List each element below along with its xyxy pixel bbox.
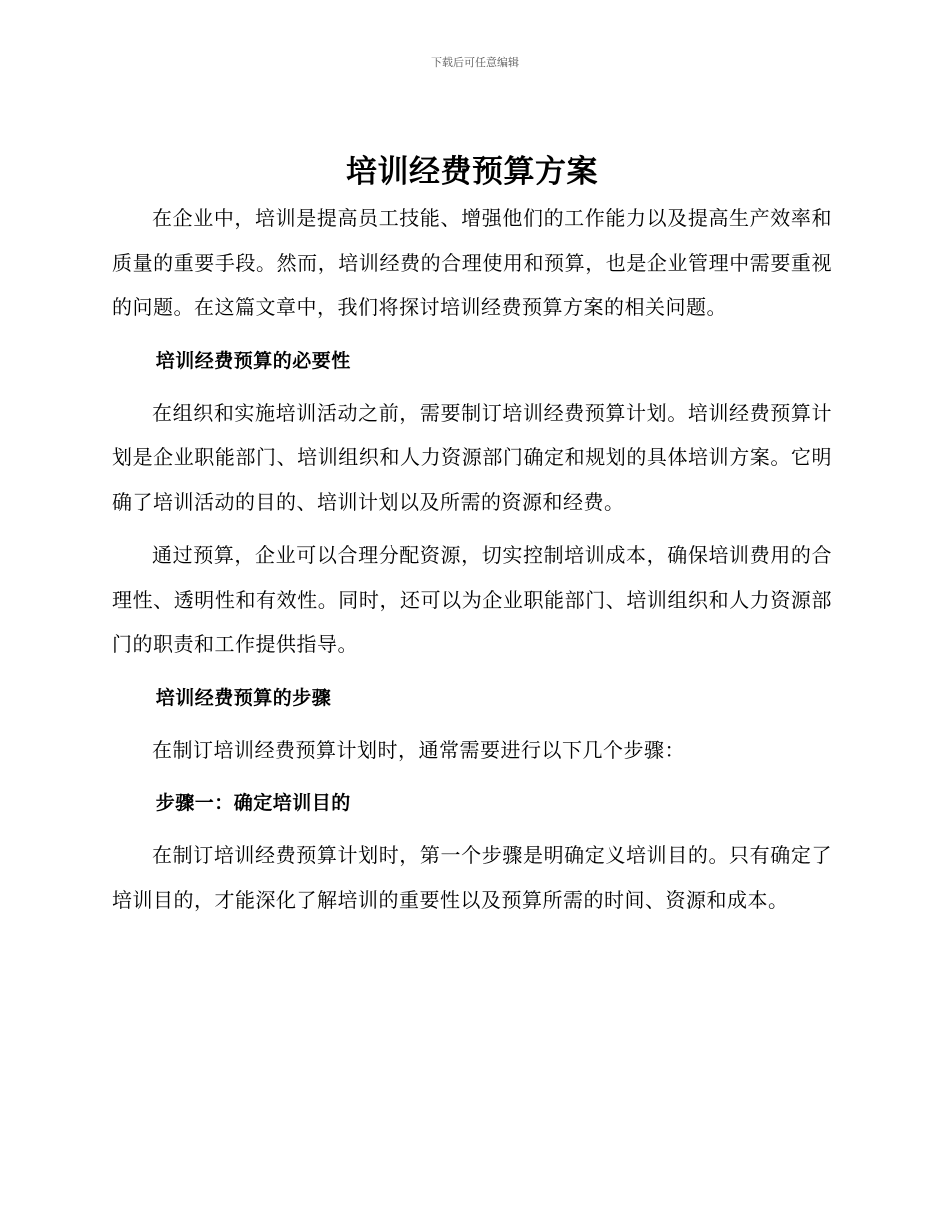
- step-one-paragraph: 在制订培训经费预算计划时，第一个步骤是明确定义培训目的。只有确定了培训目的，才能深化了解培训的重要性以及预算所需的时间、资源和成本。: [112, 843, 832, 912]
- step-one-heading: 步骤一：确定培训目的: [155, 792, 351, 814]
- header-note: 下载后可任意编辑: [431, 56, 519, 69]
- document-title: 培训经费预算方案: [346, 154, 598, 190]
- section-heading-necessity: 培训经费预算的必要性: [155, 349, 351, 372]
- necessity-paragraph-1: 在组织和实施培训活动之前，需要制订培训经费预算计划。培训经费预算计划是企业职能部门、培训组织和人力资源部门确定和规划的具体培训方案。它明确了培训活动的目的、培训计划以及所需的资源和经费。: [112, 400, 832, 514]
- section-heading-steps: 培训经费预算的步骤: [155, 686, 332, 709]
- intro-paragraph: 在企业中，培训是提高员工技能、增强他们的工作能力以及提高生产效率和质量的重要手段。然而，培训经费的合理使用和预算，也是企业管理中需要重视的问题。在这篇文章中，我们将探讨培训经费预算方案的相关问题。: [112, 206, 832, 319]
- steps-intro-paragraph: 在制订培训经费预算计划时，通常需要进行以下几个步骤：: [152, 737, 685, 762]
- document-body: [112, 148, 832, 922]
- necessity-paragraph-2: 通过预算，企业可以合理分配资源，切实控制培训成本，确保培训费用的合理性、透明性和有效性。同时，还可以为企业职能部门、培训组织和人力资源部门的职责和工作提供指导。: [112, 543, 832, 656]
